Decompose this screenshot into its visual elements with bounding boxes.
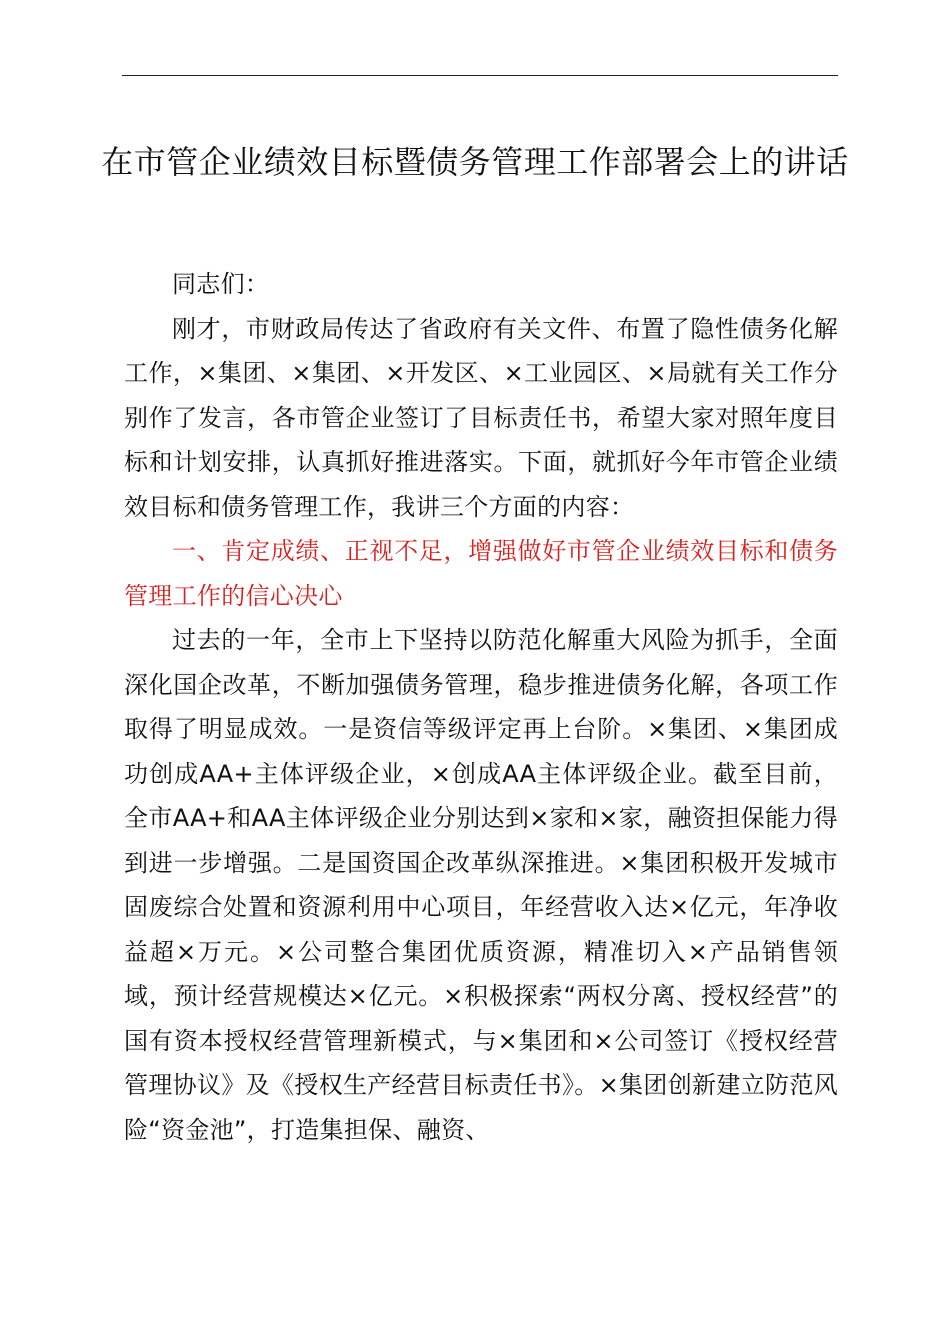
header-rule [122,75,838,76]
section-heading: 一、肯定成绩、正视不足，增强做好市管企业绩效目标和债务管理工作的信心决心 [124,537,838,610]
salutation: 同志们： [172,270,270,298]
section-paragraph: 过去的一年，全市上下坚持以防范化解重大风险为抓手，全面深化国企改革，不断加强债务管理，稳步推进债务化解，各项工作取得了明显成效。一是资信等级评定再上台阶。×集团、×集团成功创成AA+主体评级企业，×创成AA主体评级企业。截至目前，全市AA+和AA主体评级企业分别达到×家和×家，融资担保能力得到进一步增强。二是国资国企改革纵深推进。×集团积极开发城市固废综合处置和资源利用中心项目，年经营收入达×亿元，年净收益超×万元。×公司整合集团优质资源，精准切入×产品销售领域，预计经营规模达×亿元。×积极探索“两权分离、授权经营”的国有资本授权经营管理新模式，与×集团和×公司签订《授权经营管理协议》及《授权生产经营目标责任书》。×集团创新建立防范风险“资金池”，打造集担保、融资、 [124,626,838,1144]
page-title: 在市管企业绩效目标暨债务管理工作部署会上的讲话 [101,143,849,181]
intro-paragraph: 刚才，市财政局传达了省政府有关文件、布置了隐性债务化解工作，×集团、×集团、×开发区、×工业园区、×局就有关工作分别作了发言，各市管企业签订了目标责任书，希望大家对照年度目标和计划安排，认真抓好推进落实。下面，就抓好今年市管企业绩效目标和债务管理工作，我讲三个方面的内容： [124,314,838,521]
document-body [124,262,838,1152]
